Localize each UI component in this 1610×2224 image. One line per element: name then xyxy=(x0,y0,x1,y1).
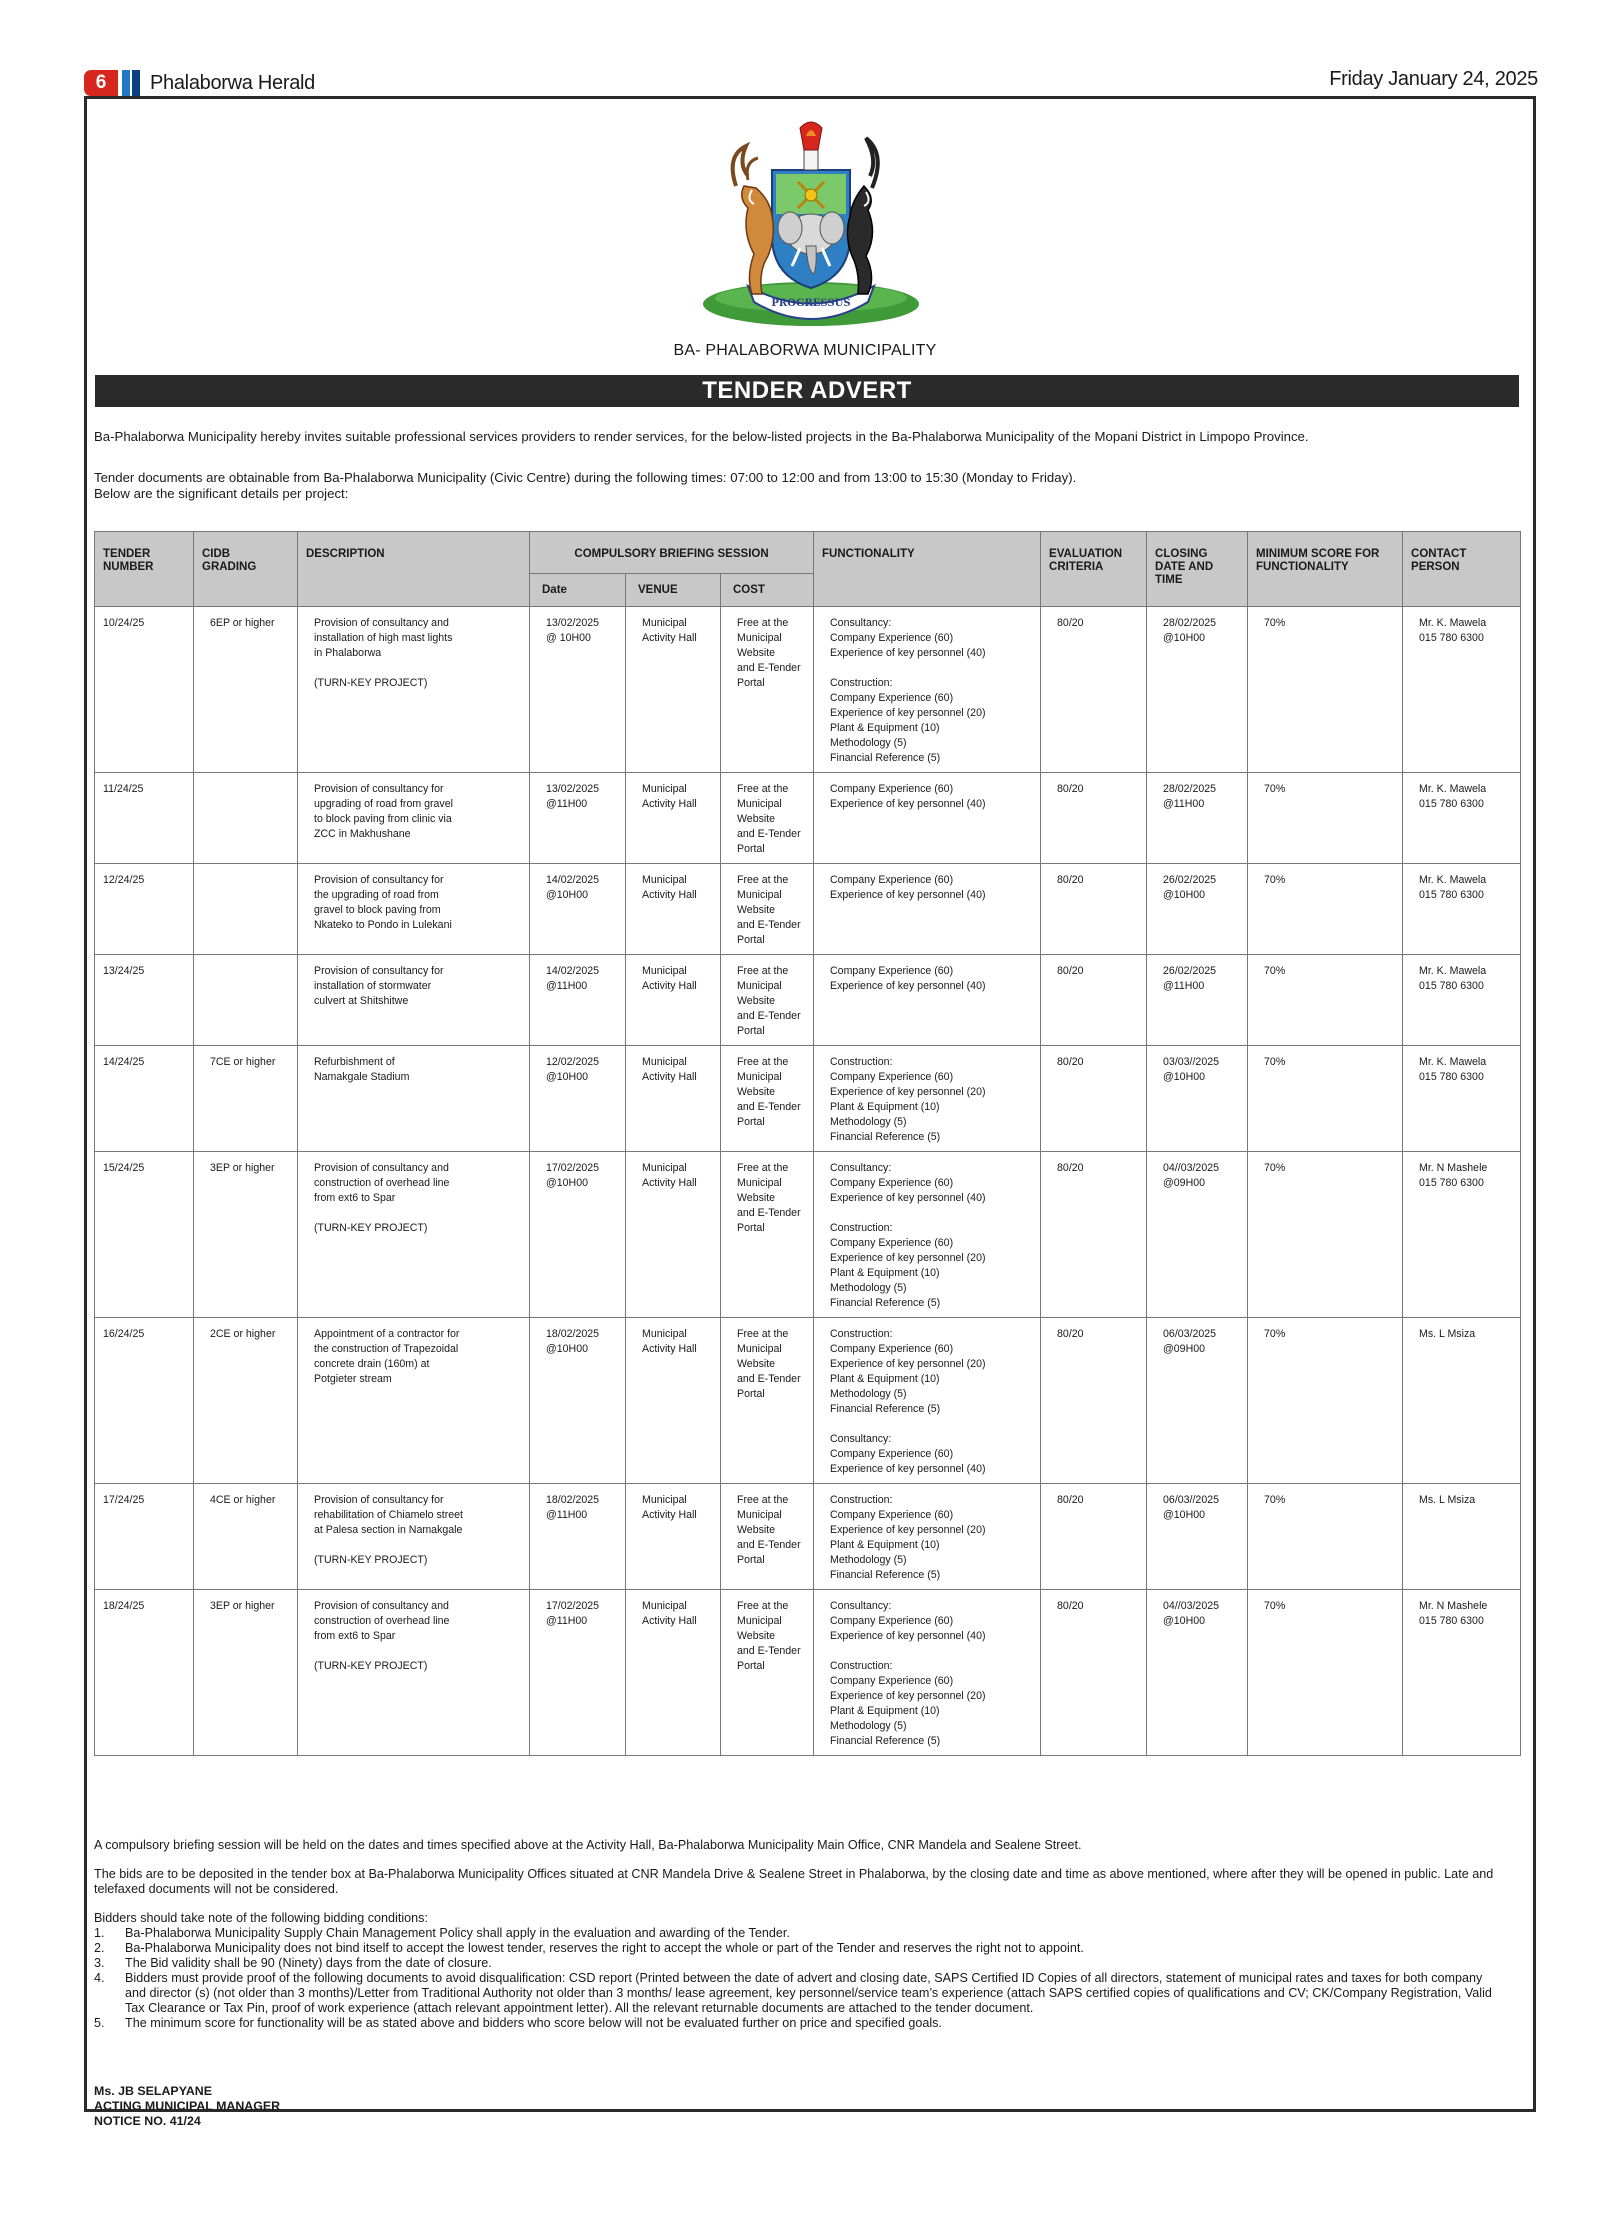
header-closing-date: CLOSING DATE AND TIME xyxy=(1147,532,1248,607)
crest-motto: PROGRESSUS xyxy=(771,298,851,309)
contact-person-cell: Ms. L Msiza xyxy=(1403,1318,1521,1484)
briefing-venue-cell: Municipal Activity Hall xyxy=(626,955,721,1046)
table-row xyxy=(95,773,1521,864)
header-description: DESCRIPTION xyxy=(298,532,530,607)
functionality-cell: Construction: Company Experience (60) Experience of key personnel (20) Plant & Equipment (10) Methodology (5) Financial Reference (5) Consultancy: Company Experience (60) Experience of key personnel (40) xyxy=(814,1318,1041,1484)
minimum-score-cell: 70% xyxy=(1248,607,1403,773)
masthead-stripe-dark xyxy=(132,70,140,96)
table-row xyxy=(95,1152,1521,1318)
evaluation-criteria-cell: 80/20 xyxy=(1041,1152,1147,1318)
closing-date-cell: 26/02/2025 @11H00 xyxy=(1147,955,1248,1046)
functionality-cell: Construction: Company Experience (60) Experience of key personnel (20) Plant & Equipment (10) Methodology (5) Financial Reference (5) xyxy=(814,1046,1041,1152)
table-row xyxy=(95,864,1521,955)
notice-number: NOTICE NO. 41/24 xyxy=(94,2114,201,2128)
functionality-cell: Construction: Company Experience (60) Experience of key personnel (20) Plant & Equipment (10) Methodology (5) Financial Reference (5) xyxy=(814,1484,1041,1590)
minimum-score-cell: 70% xyxy=(1248,1152,1403,1318)
briefing-cost-cell: Free at the Municipal Website and E-Tender Portal xyxy=(721,1484,814,1590)
description-cell: Provision of consultancy and construction of overhead line from ext6 to Spar (TURN-KEY PROJECT) xyxy=(298,1590,530,1756)
evaluation-criteria-cell: 80/20 xyxy=(1041,607,1147,773)
closing-date-cell: 06/03/2025 @09H00 xyxy=(1147,1318,1248,1484)
briefing-cost-cell: Free at the Municipal Website and E-Tender Portal xyxy=(721,773,814,864)
evaluation-criteria-cell: 80/20 xyxy=(1041,1484,1147,1590)
briefing-venue-cell: Municipal Activity Hall xyxy=(626,1152,721,1318)
closing-date-cell: 04//03/2025 @10H00 xyxy=(1147,1590,1248,1756)
signatory-title: ACTING MUNICIPAL MANAGER xyxy=(94,2099,281,2113)
cidb-grading-cell xyxy=(194,864,298,955)
functionality-cell: Company Experience (60) Experience of key personnel (40) xyxy=(814,955,1041,1046)
briefing-cost-cell: Free at the Municipal Website and E-Tender Portal xyxy=(721,864,814,955)
page-number: 6 xyxy=(84,70,118,96)
deposit-note: The bids are to be deposited in the tender box at Ba-Phalaborwa Municipality Offices situated at CNR Mandela Drive & Sealene Street in Phalaborwa, by the closing date and time as above mentioned, where after they will be opened in public. Late and telefaxed documents will not be considered. xyxy=(94,1867,1494,1896)
briefing-date-cell: 17/02/2025 @10H00 xyxy=(530,1152,626,1318)
cidb-grading-cell xyxy=(194,773,298,864)
intro-paragraph-2: Tender documents are obtainable from Ba-Phalaborwa Municipality (Civic Centre) during the following times: 07:00 to 12:00 and from 13:00 to 15:30 (Monday to Friday). xyxy=(94,470,1077,485)
tender-number-cell: 11/24/25 xyxy=(95,773,194,864)
briefing-note: A compulsory briefing session will be held on the dates and times specified above at the Activity Hall, Ba-Phalaborwa Municipality Main Office, CNR Mandela and Sealene Street. xyxy=(94,1838,1082,1852)
minimum-score-cell: 70% xyxy=(1248,1318,1403,1484)
condition-number: 5. xyxy=(94,2016,105,2030)
tender-number-cell: 17/24/25 xyxy=(95,1484,194,1590)
briefing-cost-cell: Free at the Municipal Website and E-Tender Portal xyxy=(721,1152,814,1318)
tender-number-cell: 14/24/25 xyxy=(95,1046,194,1152)
contact-person-cell: Ms. L Msiza xyxy=(1403,1484,1521,1590)
contact-person-cell: Mr. N Mashele 015 780 6300 xyxy=(1403,1152,1521,1318)
closing-date-cell: 04//03/2025 @09H00 xyxy=(1147,1152,1248,1318)
evaluation-criteria-cell: 80/20 xyxy=(1041,955,1147,1046)
briefing-date-cell: 12/02/2025 @10H00 xyxy=(530,1046,626,1152)
briefing-venue-cell: Municipal Activity Hall xyxy=(626,864,721,955)
table-row xyxy=(95,955,1521,1046)
contact-person-cell: Mr. K. Mawela 015 780 6300 xyxy=(1403,773,1521,864)
tender-number-cell: 13/24/25 xyxy=(95,955,194,1046)
briefing-venue-cell: Municipal Activity Hall xyxy=(626,1046,721,1152)
minimum-score-cell: 70% xyxy=(1248,1590,1403,1756)
tender-number-cell: 18/24/25 xyxy=(95,1590,194,1756)
briefing-cost-cell: Free at the Municipal Website and E-Tender Portal xyxy=(721,1590,814,1756)
masthead xyxy=(84,66,1538,98)
tender-number-cell: 15/24/25 xyxy=(95,1152,194,1318)
table-row xyxy=(95,1046,1521,1152)
cidb-grading-cell: 4CE or higher xyxy=(194,1484,298,1590)
functionality-cell: Consultancy: Company Experience (60) Experience of key personnel (40) Construction: Company Experience (60) Experience of key personnel (20) Plant & Equipment (10) Methodology (5) Financial Reference (5) xyxy=(814,607,1041,773)
cidb-grading-cell: 3EP or higher xyxy=(194,1590,298,1756)
issue-date: Friday January 24, 2025 xyxy=(1329,68,1538,90)
table-row xyxy=(95,1484,1521,1590)
table-row xyxy=(95,1590,1521,1756)
minimum-score-cell: 70% xyxy=(1248,955,1403,1046)
minimum-score-cell: 70% xyxy=(1248,1484,1403,1590)
description-cell: Provision of consultancy for rehabilitation of Chiamelo street at Palesa section in Namakgale (TURN-KEY PROJECT) xyxy=(298,1484,530,1590)
condition-item xyxy=(94,1971,1504,2016)
condition-text: The minimum score for functionality will be as stated above and bidders who score below will not be evaluated further on price and specified goals. xyxy=(125,2016,942,2030)
tender-table xyxy=(94,531,1521,1756)
evaluation-criteria-cell: 80/20 xyxy=(1041,1590,1147,1756)
minimum-score-cell: 70% xyxy=(1248,864,1403,955)
functionality-cell: Company Experience (60) Experience of key personnel (40) xyxy=(814,864,1041,955)
header-cidb-grading: CIDB GRADING xyxy=(194,532,298,607)
condition-item xyxy=(94,1926,1504,1941)
header-tender-number: TENDER NUMBER xyxy=(95,532,194,607)
briefing-venue-cell: Municipal Activity Hall xyxy=(626,1318,721,1484)
condition-number: 2. xyxy=(94,1941,105,1955)
closing-date-cell: 06/03//2025 @10H00 xyxy=(1147,1484,1248,1590)
paper-name: Phalaborwa Herald xyxy=(150,72,315,94)
briefing-cost-cell: Free at the Municipal Website and E-Tender Portal xyxy=(721,607,814,773)
briefing-date-cell: 14/02/2025 @10H00 xyxy=(530,864,626,955)
description-cell: Refurbishment of Namakgale Stadium xyxy=(298,1046,530,1152)
briefing-date-cell: 14/02/2025 @11H00 xyxy=(530,955,626,1046)
briefing-date-cell: 18/02/2025 @11H00 xyxy=(530,1484,626,1590)
header-functionality: FUNCTIONALITY xyxy=(814,532,1041,607)
condition-number: 3. xyxy=(94,1956,105,1970)
contact-person-cell: Mr. K. Mawela 015 780 6300 xyxy=(1403,607,1521,773)
contact-person-cell: Mr. N Mashele 015 780 6300 xyxy=(1403,1590,1521,1756)
contact-person-cell: Mr. K. Mawela 015 780 6300 xyxy=(1403,864,1521,955)
briefing-date-cell: 18/02/2025 @10H00 xyxy=(530,1318,626,1484)
header-minimum-score: MINIMUM SCORE FOR FUNCTIONALITY xyxy=(1248,532,1403,607)
evaluation-criteria-cell: 80/20 xyxy=(1041,1318,1147,1484)
intro-paragraph-1: Ba-Phalaborwa Municipality hereby invites suitable professional services providers to render services, for the below-listed projects in the Ba-Phalaborwa Municipality of the Mopani District in Limpopo Province. xyxy=(94,429,1309,444)
tender-number-cell: 10/24/25 xyxy=(95,607,194,773)
conditions-intro: Bidders should take note of the following bidding conditions: xyxy=(94,1911,428,1925)
table-header-row xyxy=(95,532,1521,574)
evaluation-criteria-cell: 80/20 xyxy=(1041,864,1147,955)
briefing-date-cell: 13/02/2025 @11H00 xyxy=(530,773,626,864)
municipal-coat-of-arms xyxy=(696,116,926,331)
intro-paragraph-3: Below are the significant details per project: xyxy=(94,486,349,501)
subheader-date: Date xyxy=(530,574,626,607)
subheader-cost: COST xyxy=(721,574,814,607)
closing-date-cell: 26/02/2025 @10H00 xyxy=(1147,864,1248,955)
briefing-venue-cell: Municipal Activity Hall xyxy=(626,773,721,864)
tender-number-cell: 12/24/25 xyxy=(95,864,194,955)
contact-person-cell: Mr. K. Mawela 015 780 6300 xyxy=(1403,1046,1521,1152)
briefing-cost-cell: Free at the Municipal Website and E-Tender Portal xyxy=(721,1318,814,1484)
briefing-venue-cell: Municipal Activity Hall xyxy=(626,1590,721,1756)
table-row xyxy=(95,607,1521,773)
briefing-date-cell: 13/02/2025 @ 10H00 xyxy=(530,607,626,773)
closing-date-cell: 03/03//2025 @10H00 xyxy=(1147,1046,1248,1152)
tender-number-cell: 16/24/25 xyxy=(95,1318,194,1484)
condition-text: Ba-Phalaborwa Municipality Supply Chain Management Policy shall apply in the evaluation and awarding of the Tender. xyxy=(125,1926,790,1940)
closing-date-cell: 28/02/2025 @11H00 xyxy=(1147,773,1248,864)
municipality-name: BA- PHALABORWA MUNICIPALITY xyxy=(673,342,937,359)
cidb-grading-cell: 6EP or higher xyxy=(194,607,298,773)
cidb-grading-cell: 3EP or higher xyxy=(194,1152,298,1318)
evaluation-criteria-cell: 80/20 xyxy=(1041,773,1147,864)
header-briefing-session: COMPULSORY BRIEFING SESSION xyxy=(530,532,814,574)
description-cell: Provision of consultancy and construction of overhead line from ext6 to Spar (TURN-KEY PROJECT) xyxy=(298,1152,530,1318)
briefing-cost-cell: Free at the Municipal Website and E-Tender Portal xyxy=(721,955,814,1046)
briefing-cost-cell: Free at the Municipal Website and E-Tender Portal xyxy=(721,1046,814,1152)
signature-block xyxy=(94,2084,280,2129)
evaluation-criteria-cell: 80/20 xyxy=(1041,1046,1147,1152)
condition-number: 4. xyxy=(94,1971,105,1985)
minimum-score-cell: 70% xyxy=(1248,773,1403,864)
condition-text: The Bid validity shall be 90 (Ninety) days from the date of closure. xyxy=(125,1956,492,1970)
table-row xyxy=(95,1318,1521,1484)
minimum-score-cell: 70% xyxy=(1248,1046,1403,1152)
header-evaluation-criteria: EVALUATION CRITERIA xyxy=(1041,532,1147,607)
advert-title: TENDER ADVERT xyxy=(95,375,1519,407)
functionality-cell: Consultancy: Company Experience (60) Experience of key personnel (40) Construction: Company Experience (60) Experience of key personnel (20) Plant & Equipment (10) Methodology (5) Financial Reference (5) xyxy=(814,1152,1041,1318)
briefing-venue-cell: Municipal Activity Hall xyxy=(626,1484,721,1590)
cidb-grading-cell xyxy=(194,955,298,1046)
tender-notes xyxy=(94,1838,1504,2031)
cidb-grading-cell: 7CE or higher xyxy=(194,1046,298,1152)
briefing-venue-cell: Municipal Activity Hall xyxy=(626,607,721,773)
condition-item xyxy=(94,1956,1504,1971)
description-cell: Provision of consultancy and installation of high mast lights in Phalaborwa (TURN-KEY PROJECT) xyxy=(298,607,530,773)
description-cell: Appointment of a contractor for the construction of Trapezoidal concrete drain (160m) at Potgieter stream xyxy=(298,1318,530,1484)
cidb-grading-cell: 2CE or higher xyxy=(194,1318,298,1484)
description-cell: Provision of consultancy for upgrading of road from gravel to block paving from clinic via ZCC in Makhushane xyxy=(298,773,530,864)
condition-number: 1. xyxy=(94,1926,105,1940)
description-cell: Provision of consultancy for the upgrading of road from gravel to block paving from Nkateko to Pondo in Lulekani xyxy=(298,864,530,955)
subheader-venue: VENUE xyxy=(626,574,721,607)
functionality-cell: Company Experience (60) Experience of key personnel (40) xyxy=(814,773,1041,864)
condition-text: Bidders must provide proof of the following documents to avoid disqualification: CSD report (Printed between the date of advert and closing date, SAPS Certified ID Copies of all directors, statement of municipal rates and taxes for both company and director (s) (not older than 3 months)/Letter from Traditional Authority not older than 3 months/ lease agreement, key personnel/service team’s experience (attach SAPS certified copies of qualifications and CV; CK/Company Registration, Valid Tax Clearance or Tax Pin, proof of work experience (attach relevant appointment letter). All the relevant returnable documents are attached to the tender document. xyxy=(125,1971,1492,2015)
condition-item xyxy=(94,2016,1504,2031)
masthead-stripe-light xyxy=(122,70,130,96)
condition-text: Ba-Phalaborwa Municipality does not bind itself to accept the lowest tender, reserves the right to accept the whole or part of the Tender and reserves the right not to appoint. xyxy=(125,1941,1084,1955)
conditions-list xyxy=(94,1926,1504,2031)
functionality-cell: Consultancy: Company Experience (60) Experience of key personnel (40) Construction: Company Experience (60) Experience of key personnel (20) Plant & Equipment (10) Methodology (5) Financial Reference (5) xyxy=(814,1590,1041,1756)
header-contact-person: CONTACT PERSON xyxy=(1403,532,1521,607)
condition-item xyxy=(94,1941,1504,1956)
briefing-date-cell: 17/02/2025 @11H00 xyxy=(530,1590,626,1756)
description-cell: Provision of consultancy for installation of stormwater culvert at Shitshitwe xyxy=(298,955,530,1046)
closing-date-cell: 28/02/2025 @10H00 xyxy=(1147,607,1248,773)
contact-person-cell: Mr. K. Mawela 015 780 6300 xyxy=(1403,955,1521,1046)
signatory-name: Ms. JB SELAPYANE xyxy=(94,2084,212,2098)
